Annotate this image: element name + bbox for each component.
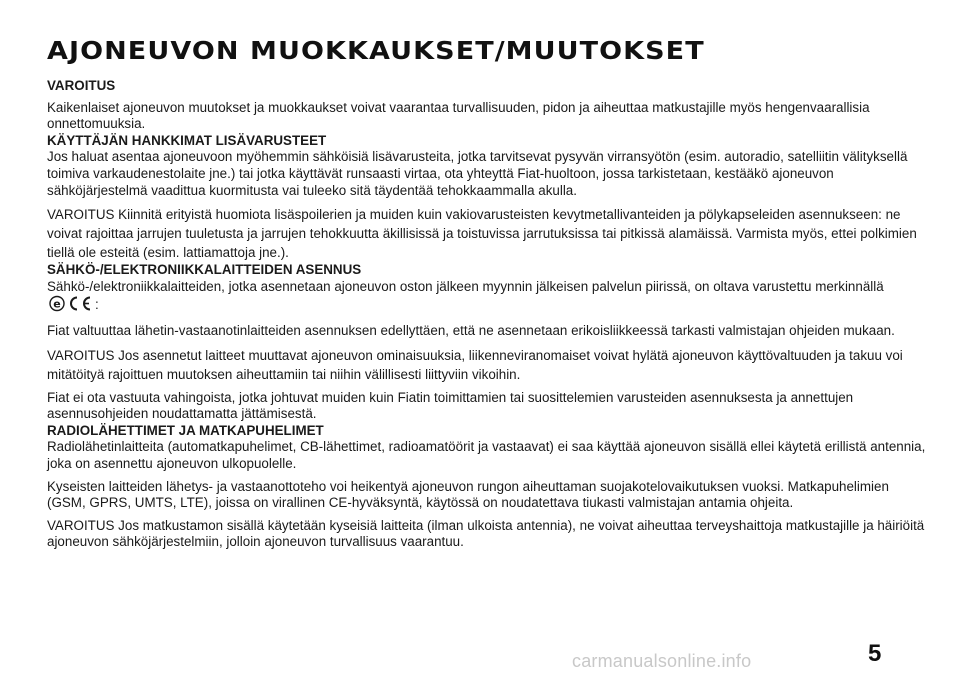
electronics-text-4: Fiat ei ota vastuuta vahingoista, jotka johtuvat muiden kuin Fiatin toimittamien tai suosittelemien varusteiden asennuksesta ja annettujen asennusohjeiden noudattamatta jättämisestä. [47,389,854,422]
warning-text: Kaikenlaiset ajoneuvon muutokset ja muokkaukset voivat vaarantaa turvallisuuden, pidon ja aiheuttaa matkustajille myös hengenvaarallisia onnettomuuksia. [47,99,870,132]
accessories-text-1: Jos haluat asentaa ajoneuvoon myöhemmin sähköisiä lisävarusteita, jotka tarvitsevat pysyvän virransyötön (esim. autoradio, satelliitin välityksellä toimiva varkaudenestolaite jne.) tai jotka käyttävät runsaasti virtaa, ota yhteyttä Fiat-huoltoon, jossa tarkistetaan, kestääkö ajoneuvon sähköjärjestelmä vaadittua kuormitusta vai tuleeko sitä täydentää tehokkaammalla akulla. [47,149,908,198]
watermark: carmanualsonline.info [572,651,752,671]
warning-heading: VAROITUS [47,78,116,93]
electronics-text-1 [47,279,927,317]
electronics-warning-text: VAROITUS Jos asennetut laitteet muuttavat ajoneuvon ominaisuuksia, liikenneviranomaiset voivat hylätä ajoneuvon käyttövaltuuden ja takuu voi mitätöityä rajoittuen muutoksen aiheuttamiin tai niihin välillisesti liittyviin vikoihin. [47,347,903,382]
electronics-text-1-end: : [95,297,99,313]
electronics-heading: SÄHKÖ-/ELEKTRONIIKKALAITTEIDEN ASENNUS [47,262,362,278]
accessories-heading: KÄYTTÄJÄN HANKKIMAT LISÄVARUSTEET [47,132,327,148]
page-number: 5 [868,640,882,667]
e-ce-mark-icon [49,295,93,317]
accessories-warning-text: VAROITUS Kiinnitä erityistä huomiota lisäspoilerien ja muiden kuin vakiovarusteisten kevytmetallivanteiden ja pölykapseleiden asennukseen: ne voivat rajoittaa jarrujen tuuletusta ja jarrujen tehokkuutta äkillisissä ja toistuvissa jarrutuksissa tai pitkissä alamäissä. Varmista myös, ettei polkimien tiellä ole esteitä (esim. lattiamattoja jne.). [47,207,917,261]
radio-warning-text: VAROITUS Jos matkustamon sisällä käytetään kyseisiä laitteita (ilman ulkoista antennia), ne voivat aiheuttaa terveyshaittoja matkustajille ja häiriöitä ajoneuvon sähköjärjestelmiin, jolloin ajoneuvon turvallisuus vaarantuu. [47,517,925,550]
radio-text-1: Radiolähetinlaitteita (automatkapuhelimet, CB-lähettimet, radioamatöörit ja vastaavat) ei saa käyttää ajoneuvon sisällä ellei käytetä erillistä antennia, joka on asennettu ajoneuvon ulkopuolelle. [47,439,926,471]
radio-heading: RADIOLÄHETTIMET JA MATKAPUHELIMET [47,422,324,438]
page-content [47,78,927,551]
electronics-text-1-start: Sähkö-/elektroniikkalaitteiden, jotka asennetaan ajoneuvon oston jälkeen myynnin jälkeisen palvelun piirissä, on oltava varustettu merkinnällä [47,278,884,294]
svg-text:e: e [53,297,61,311]
electronics-text-2: Fiat valtuuttaa lähetin-vastaanotinlaitteiden asennuksen edellyttäen, että ne asennetaan erikoisliikkeessä tarkasti valmistajan ohjeiden mukaan. [47,322,895,338]
radio-text-2: Kyseisten laitteiden lähetys- ja vastaanottoteho voi heikentyä ajoneuvon rungon aiheuttaman suojakotelovaikutuksen vuoksi. Matkapuhelimien (GSM, GPRS, UMTS, LTE), joissa on virallinen CE-hyväksyntä, käytössä on noudatettava tiukasti valmistajan antamia ohjeita. [47,478,889,511]
page-title: AJONEUVON MUOKKAUKSET/MUUTOKSET [47,36,705,65]
